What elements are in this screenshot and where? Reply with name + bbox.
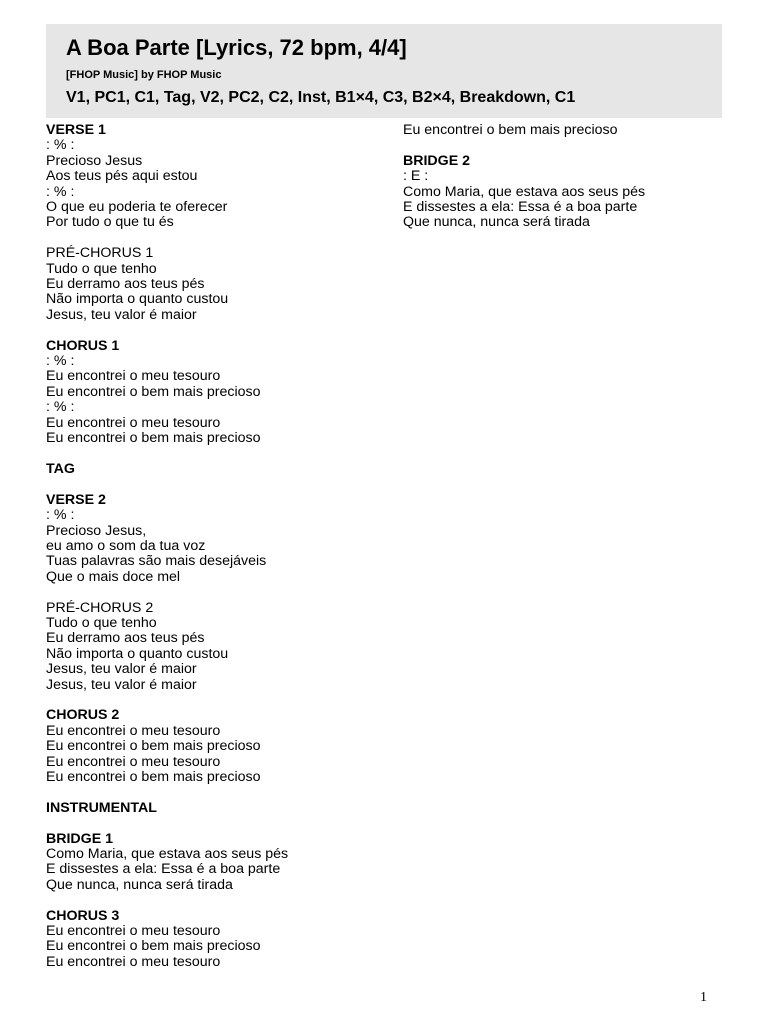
lyric-section [46,601,386,693]
section-heading: TAG [46,460,75,477]
lyric-line: Precioso Jesus [46,152,143,169]
lyric-line: Eu derramo aos teus pés [46,630,205,647]
lyric-line: : % : [46,353,75,370]
lyric-line: Eu encontrei o meu tesouro [46,922,221,939]
lyric-line: Eu encontrei o meu tesouro [46,368,221,385]
section-heading: PRÉ-CHORUS 2 [46,599,154,616]
lyric-section [46,801,386,816]
section-heading: BRIDGE 1 [46,830,114,847]
lyrics-left-column [46,123,386,986]
lyric-line: Eu encontrei o bem mais precioso [46,430,261,447]
lyric-line: Eu encontrei o bem mais precioso [46,768,261,785]
lyric-line: : % : [46,137,75,154]
lyric-line: Não importa o quanto custou [46,645,229,662]
lyric-section [46,462,386,477]
lyric-line: E dissestes a ela: Essa é a boa parte [403,199,638,216]
section-heading: INSTRUMENTAL [46,799,157,816]
song-structure: V1, PC1, C1, Tag, V2, PC2, C2, Inst, B1×4, C3, B2×4, Breakdown, C1 [66,89,576,106]
lyric-line: Precioso Jesus, [46,522,147,539]
section-heading: PRÉ-CHORUS 1 [46,245,154,262]
lyric-line: Tuas palavras são mais desejáveis [46,553,267,570]
lyric-line: eu amo o som da tua voz [46,537,206,554]
lyric-line: E dissestes a ela: Essa é a boa parte [46,861,281,878]
lyric-line: Jesus, teu valor é maior [46,306,197,323]
lyric-section [403,123,723,138]
lyric-line: Eu encontrei o meu tesouro [46,753,221,770]
section-heading: CHORUS 2 [46,707,120,724]
lyric-line: Tudo o que tenho [46,260,157,277]
lyric-line: : % : [46,399,75,416]
lyric-section [46,493,386,585]
lyric-line: O que eu poderia te oferecer [46,199,228,216]
lyric-line: Eu encontrei o bem mais precioso [46,738,261,755]
song-title: A Boa Parte [Lyrics, 72 bpm, 4/4] [66,35,407,60]
song-header [46,24,722,118]
lyric-line: : % : [46,183,75,200]
lyric-section [46,246,386,323]
lyric-line: : % : [46,507,75,524]
song-byline: [FHOP Music] by FHOP Music [66,69,222,81]
section-heading: CHORUS 1 [46,337,120,354]
lyric-line: Eu encontrei o bem mais precioso [46,938,261,955]
lyric-line: Não importa o quanto custou [46,291,229,308]
lyric-line: Eu encontrei o meu tesouro [46,722,221,739]
lyric-line: Jesus, teu valor é maior [46,661,197,678]
lyric-section [46,832,386,894]
lyric-line: Que nunca, nunca será tirada [403,214,590,231]
lyric-line: Eu derramo aos teus pés [46,276,205,293]
lyric-line: Aos teus pés aqui estou [46,168,198,185]
lyric-line: Como Maria, que estava aos seus pés [403,183,646,200]
section-heading: CHORUS 3 [46,907,120,924]
lyric-section [46,339,386,447]
lyric-line: Por tudo o que tu és [46,214,174,231]
lyric-section [46,123,386,231]
lyric-line: Eu encontrei o bem mais precioso [46,383,261,400]
section-heading: VERSE 1 [46,122,106,138]
lyric-line: : E : [403,168,429,185]
section-heading: BRIDGE 2 [403,152,471,169]
lyric-line: Como Maria, que estava aos seus pés [46,845,289,862]
lyrics-right-column [403,123,723,246]
page-number: 1 [700,990,707,1005]
lyric-line: Que nunca, nunca será tirada [46,876,233,893]
section-heading: VERSE 2 [46,491,106,508]
lyric-line: Eu encontrei o bem mais precioso [403,122,618,138]
lyric-section [403,154,723,231]
lyric-line: Eu encontrei o meu tesouro [46,953,221,970]
lyric-section [46,909,386,971]
lyric-line: Jesus, teu valor é maior [46,676,197,693]
lyric-line: Que o mais doce mel [46,568,181,585]
lyric-line: Tudo o que tenho [46,614,157,631]
lyric-section [46,708,386,785]
lyric-line: Eu encontrei o meu tesouro [46,414,221,431]
